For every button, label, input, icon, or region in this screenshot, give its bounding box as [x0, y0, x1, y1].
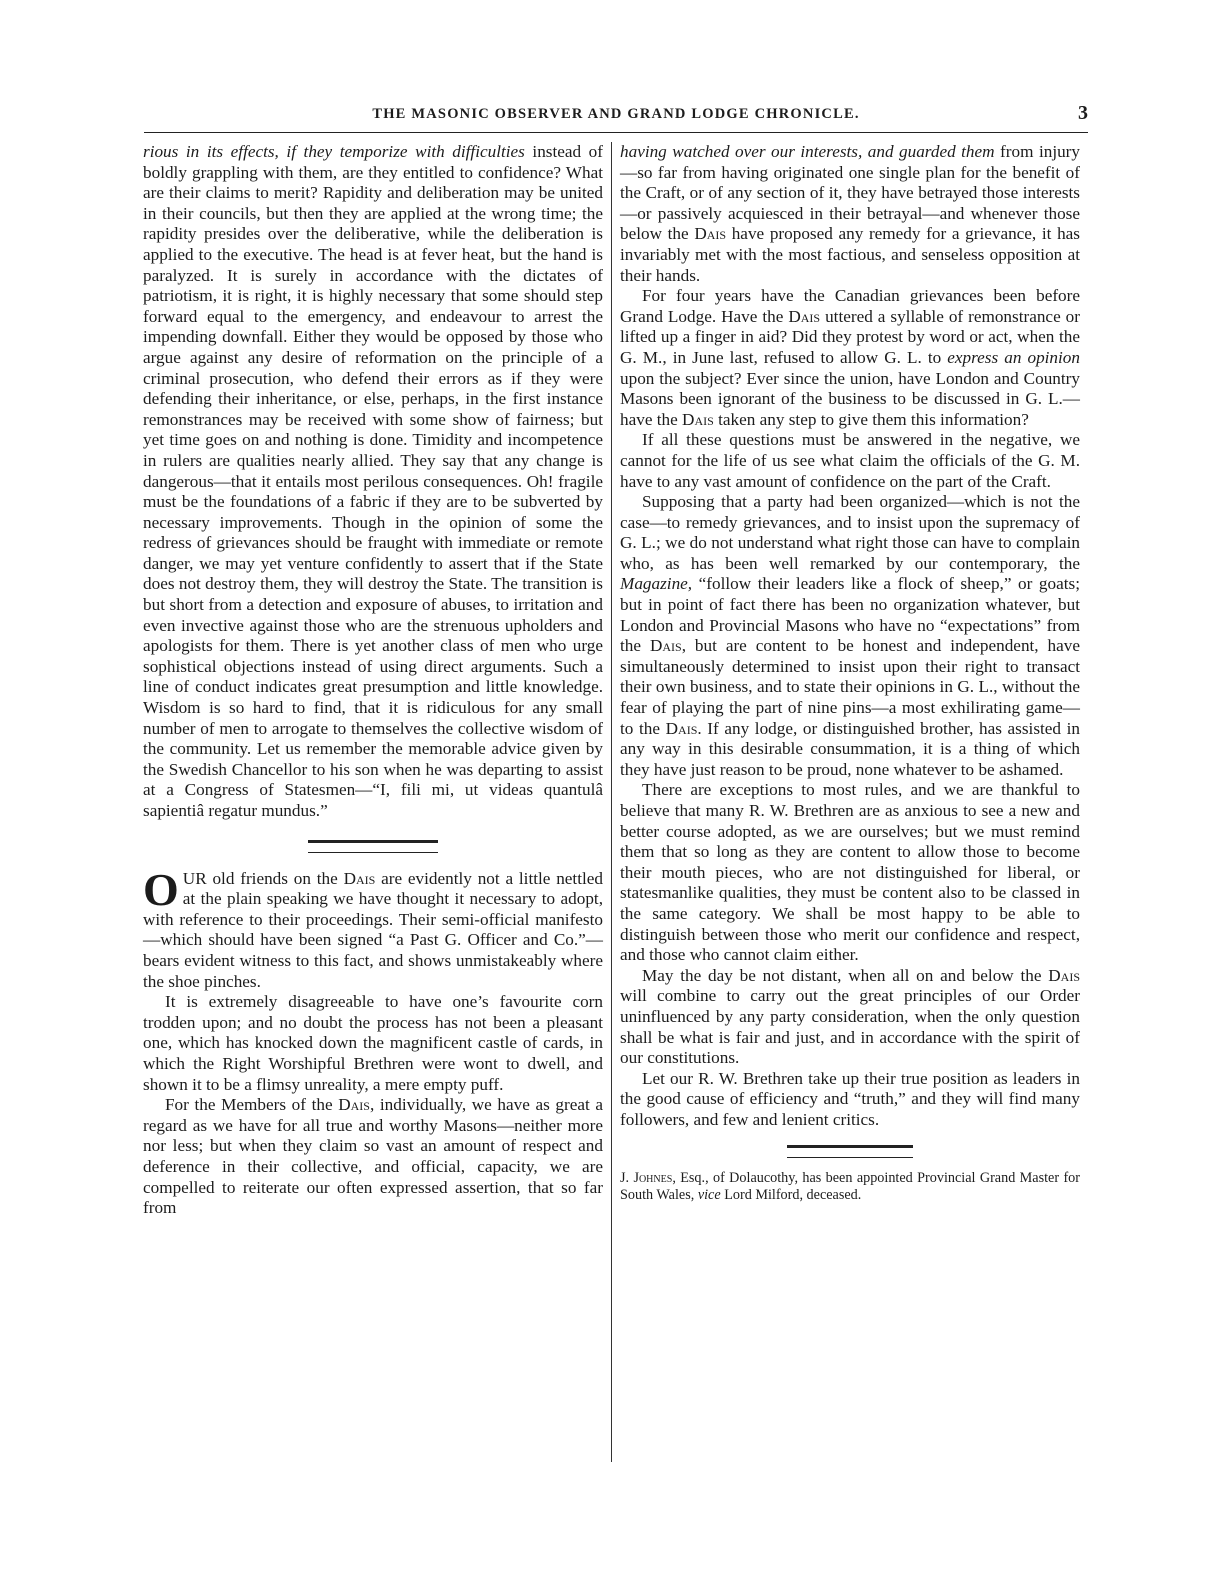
right-paragraph-7: Let our R. W. Brethren take up their true position as leaders in the good cause of efficiency and “truth,” and they will find many followers, and few and lenient critics.: [620, 1068, 1080, 1129]
right-paragraph-1: having watched over our interests, and guarded them from injury—so far from having originated one single plan for the benefit of the Craft, or of any section of it, they have betrayed those interests—or passively acquiesced in their betrayal—and whenever those below the Dais have proposed any remedy for a grievance, it has invariably met with the most factious, and senseless opposition at their hands.: [620, 142, 1081, 285]
italic-opening: rious in its effects, if they temporize with difficulties: [143, 142, 525, 161]
article-paragraph-1: OUR old friends on the Dais are evidently not a little nettled at the plain speaking we have thought it necessary to adopt, with reference to their proceedings. Their semi-official manifesto—which should have been signed “a Past G. Officer and Co.”—bears evident witness to this fact, and shows unmistakeably where the shoe pinches.: [143, 863, 603, 991]
section-separator-ornament: [787, 1145, 913, 1158]
right-column: [620, 142, 1080, 1205]
right-paragraph-5: There are exceptions to most rules, and we are thankful to believe that many R. W. Brethren are as anxious to see a new and better course adopted, as we are ourselves; but we must remind them that so long as they are content to allow those to become their mouth pieces, who are not distinguished for liberal, or statesmanlike qualities, they must be content also to be classed in the same category. We shall be most happy to be able to distinguish between those who merit our confidence and respect, and those who cannot claim either.: [620, 780, 1080, 965]
right-paragraph-2: For four years have the Canadian grievances been before Grand Lodge. Have the Dais uttered a syllable of remonstrance or lifted up a finger in aid? Did they protest by word or act, when the G. M., in June last, refused to allow G. L. to express an opinion upon the subject? Ever since the union, have London and Country Masons been ignorant of the business to be discussed in G. L.—have the Dais taken any step to give them this information?: [620, 286, 1080, 429]
page-header: [144, 104, 1088, 130]
header-rule: [144, 132, 1088, 133]
article-paragraph-3: For the Members of the Dais, individually, we have as great a regard as we have for all true and worthy Masons—neither more nor less; but when they claim so vast an amount of respect and deference in their collective, and official, capacity, we are compelled to reiterate our often expressed assertion, that so far from: [143, 1095, 603, 1218]
appointment-note: J. Johnes, Esq., of Dolaucothy, has been appointed Provincial Grand Master for South Wales, vice Lord Milford, deceased.: [620, 1169, 1080, 1204]
right-paragraph-3: If all these questions must be answered in the negative, we cannot for the life of us see what claim the officials of the G. M. have to any vast amount of confidence on the part of the Craft.: [620, 430, 1080, 491]
article-paragraph-2: It is extremely disagreeable to have one’s favourite corn trodden upon; and no doubt the process has not been a pleasant one, which has knocked down the magnificent castle of cards, in which the Right Worshipful Brethren were wont to dwell, and shown it to be a flimsy unreality, a mere empty puff.: [143, 992, 603, 1094]
note-name: J. Johnes: [620, 1169, 673, 1186]
left-column: [143, 142, 603, 1219]
drop-cap: O: [143, 863, 179, 915]
section-separator-ornament: [308, 840, 438, 853]
page-number: 3: [1078, 102, 1088, 124]
right-paragraph-6: May the day be not distant, when all on and below the Dais will combine to carry out the great principles of our Order uninfluenced by any party consideration, when the only question shall be what is fair and just, and in accordance with the spirit of our constitutions.: [620, 965, 1080, 1068]
right-paragraph-4: Supposing that a party had been organized—which is not the case—to remedy grievances, and to insist upon the supremacy of G. L.; we do not understand what right those can have to complain who, as has been well remarked by our contemporary, the Magazine, “follow their leaders like a flock of sheep,” or goats; but in point of fact there has been no organization whatever, but London and Provincial Masons who have no “expectations” from the Dais, but are content to be honest and independent, have simultaneously determined to insist upon their right to transact their own business, and to state their opinions in G. L., without the fear of playing the part of nine pins—a most exhilirating game—to the Dais. If any lodge, or distinguished brother, has assisted in any way in this desirable consummation, it is a thing of which they have just reason to be proud, none whatever to be ashamed.: [620, 492, 1080, 779]
running-title: THE MASONIC OBSERVER AND GRAND LODGE CHRONICLE.: [372, 106, 860, 122]
column-divider: [611, 142, 612, 1462]
continued-paragraph: rious in its effects, if they temporize with difficulties instead of boldly grappling with them, are they entitled to confidence? What are their claims to merit? Rapidity and deliberation may be united in their councils, but then they are applied at the wrong time; the rapidity presides over the deliberative, while the deliberation is applied to the executive. The head is at fever heat, but the hand is paralyzed. It is surely in accordance with the dictates of patriotism, it is right, it is highly necessary that some should step forward equal to the emergency, and endeavour to arrest the impending downfall. Either they would be opposed by those who argue against any desire of reformation on the principle of a criminal prosecution, who defend their errors as if they were defending their inheritance, or else, perhaps, in the first instance remonstrances may be received with some show of fairness; but yet time goes on and nothing is done. Timidity and incompetence in rulers are qualities nearly allied. They say that any change is dangerous—that it entails most perilous consequences. Oh! fragile must be the foundations of a fabric if they are to be subverted by necessary improvements. Though in the opinion of some the redress of grievances should be fraught with immediate or remote danger, we may yet venture confidently to assert that if the State does not destroy them, they will destroy the State. The transition is but short from a detection and exposure of abuses, to irritation and even invective against those who are the strenuous upholders and apologists for them. There is yet another class of men who urge sophistical objections instead of using direct arguments. Such a line of conduct indicates great presumption and little knowledge. Wisdom is so hard to find, that it is ridiculous for any small number of men to arrogate to themselves the collective wisdom of the community. Let us remember the memorable advice given by the Swedish Chancellor to his son when he was departing to assist at a Congress of Statesmen—“I, fili mi, ut videas quantulâ sapientiâ regatur mundus.”: [143, 142, 603, 820]
